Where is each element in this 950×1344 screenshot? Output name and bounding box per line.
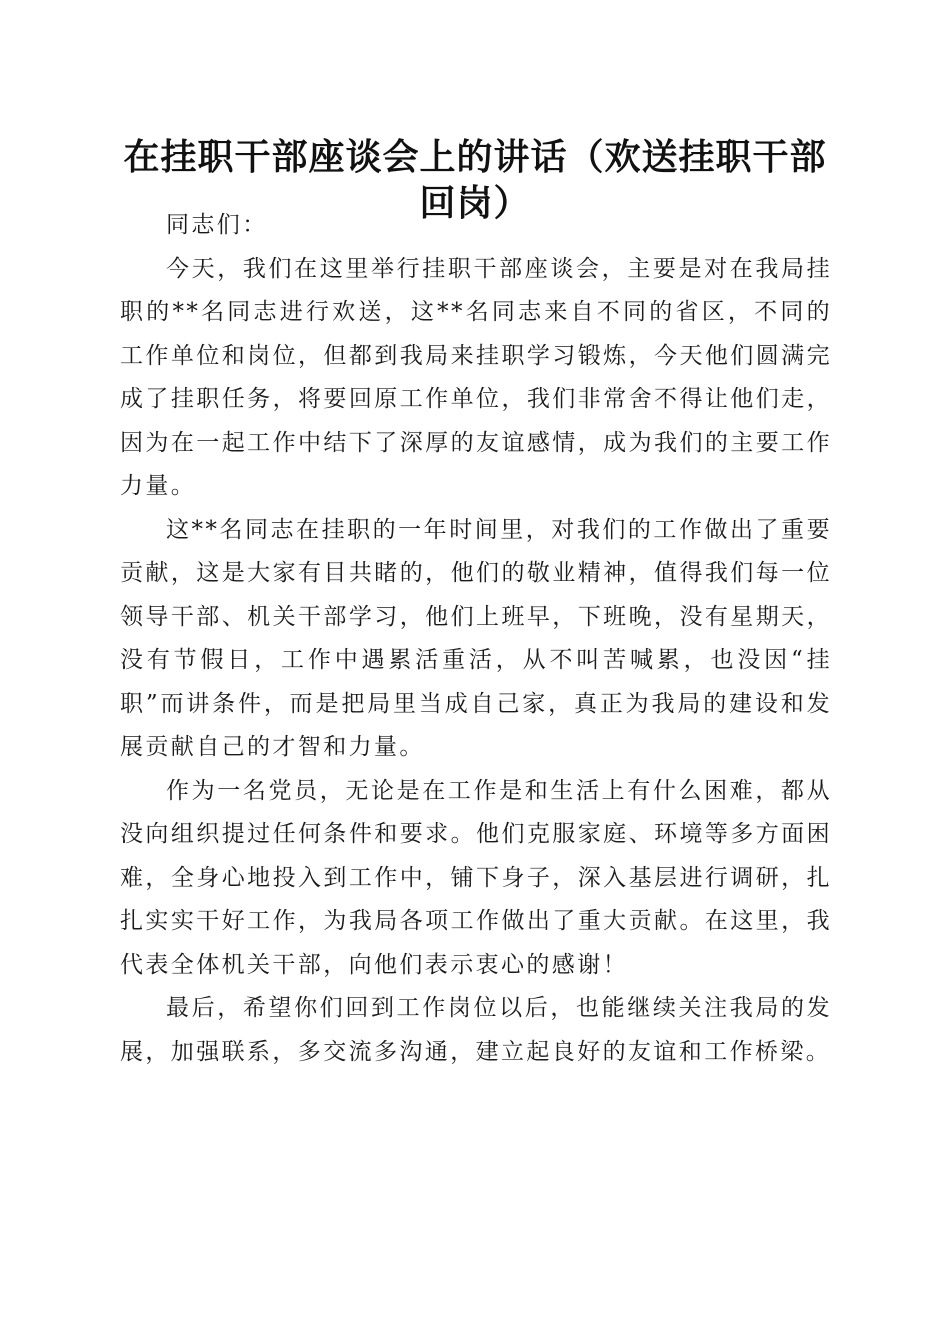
paragraph-contributions: 这**名同志在挂职的一年时间里，对我们的工作做出了重要贡献，这是大家有目共睹的，他们的敬业精神，值得我们每一位领导干部、机关干部学习，他们上班早，下班晚，没有星期天，没有节假日，工作中遇累活重活，从不叫苦喊累，也没因“挂职”而讲条件，而是把局里当成自己家，真正为我局的建设和发展贡献自己的才智和力量。	[120, 516, 832, 760]
salutation: 同志们：	[166, 212, 268, 238]
paragraph-opening: 今天，我们在这里举行挂职干部座谈会，主要是对在我局挂职的**名同志进行欢送，这**名同志来自不同的省区，不同的工作单位和岗位，但都到我局来挂职学习锻炼，今天他们圆满完成了挂职任务，将要回原工作单位，我们非常舍不得让他们走，因为在一起工作中结下了深厚的友谊感情，成为我们的主要工作力量。	[120, 255, 832, 499]
paragraph-party-member: 作为一名党员，无论是在工作是和生活上有什么困难，都从没向组织提过任何条件和要求。他们克服家庭、环境等多方面困难，全身心地投入到工作中，铺下身子，深入基层进行调研，扎扎实实干好工作，为我局各项工作做出了重大贡献。在这里，我代表全体机关干部，向他们表示衷心的感谢！	[120, 777, 832, 978]
paragraph-closing: 最后，希望你们回到工作岗位以后，也能继续关注我局的发展，加强联系，多交流多沟通，建立起良好的友谊和工作桥梁。	[120, 995, 832, 1065]
document-title: 在挂职干部座谈会上的讲话（欢送挂职干部回岗）	[123, 136, 827, 224]
document-body	[120, 204, 832, 1074]
